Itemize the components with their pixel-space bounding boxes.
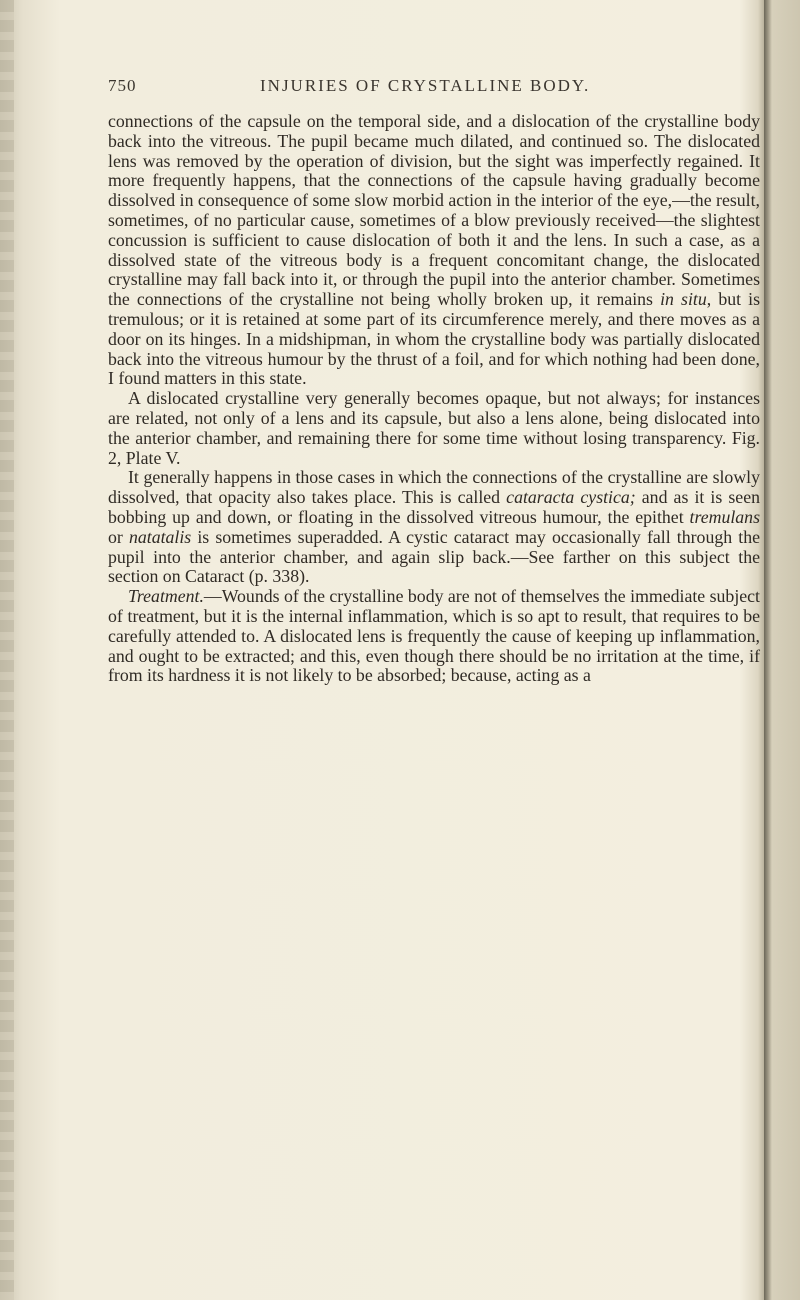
- text-run: connections of the capsule on the temporal side, and a dislocation of the crystalline body back into the vitreous. The pupil became much dilated, and continued so. The dislocated lens was removed by the operation of division, but the sight was imperfectly regained. It more frequently happens, that the connections of the capsule having gradually become dissolved in consequence of some slow morbid action in the interior of the eye,—the result, sometimes, of no particular cause, sometimes of a blow previously received—the slightest concussion is sufficient to cause dislocation of both it and the lens. In such a case, as a dissolved state of the vitreous body is a frequent concomitant change, the dislocated crystalline may fall back into it, or through the pupil into the anterior chamber. Sometimes the connections of the crystalline not being wholly broken up, it remains: [108, 111, 760, 310]
- body-text: [108, 112, 760, 686]
- facing-page-edge: [764, 0, 800, 1300]
- paragraph: [108, 468, 760, 587]
- text-run: and as it is seen bobbing up and down, or floating in the dissolved vitreous humour, the epithet: [108, 487, 760, 527]
- page-number: 750: [108, 76, 137, 95]
- binding-gutter: [0, 0, 14, 1300]
- page-header: [108, 76, 748, 100]
- italic-text: tremulans: [689, 506, 760, 527]
- text-run: —Wounds of the crystalline body are not of themselves the immediate subject of treatment, but it is the internal inflammation, which is so apt to result, that requires to be carefully attended to. A dislocated lens is frequently the cause of keeping up inflammation, and ought to be extracted; and this, even though there should be no irritation at the time, if from its hardness it is not likely to be absorbed; because, acting as a: [108, 586, 760, 686]
- paragraph: [108, 112, 760, 389]
- paragraph: [108, 389, 760, 468]
- italic-text: Treatment.: [128, 586, 204, 607]
- text-run: is sometimes superadded. A cystic cataract may occasionally fall through the pupil into the anterior chamber, and again slip back.—See farther on this subject the section on Cataract (p. 338).: [108, 526, 760, 587]
- italic-text: in situ: [660, 289, 707, 310]
- paragraph: [108, 587, 760, 686]
- text-run: A dislocated crystalline very generally becomes opaque, but not always; for instances are related, not only of a lens and its capsule, but also a lens alone, being dislocated into the anterior chamber, and remaining there for some time without losing transparency. Fig. 2, Plate V.: [108, 388, 760, 468]
- italic-text: cataracta cystica;: [506, 487, 636, 508]
- text-run: or: [108, 526, 129, 547]
- italic-text: natatalis: [128, 526, 192, 547]
- text-run: It generally happens in those cases in which the connections of the crystalline are slowly dissolved, that opacity also takes place. This is called: [108, 467, 760, 508]
- text-run: , but is tremulous; or it is retained at some part of its circumference merely, and there moves as a door on its hinges. In a midshipman, in whom the crystalline body was partially dislocated back into the vitreous humour by the thrust of a foil, and for which nothing had been done, I found matters in this state.: [108, 289, 761, 389]
- running-title: INJURIES OF CRYSTALLINE BODY.: [260, 76, 591, 95]
